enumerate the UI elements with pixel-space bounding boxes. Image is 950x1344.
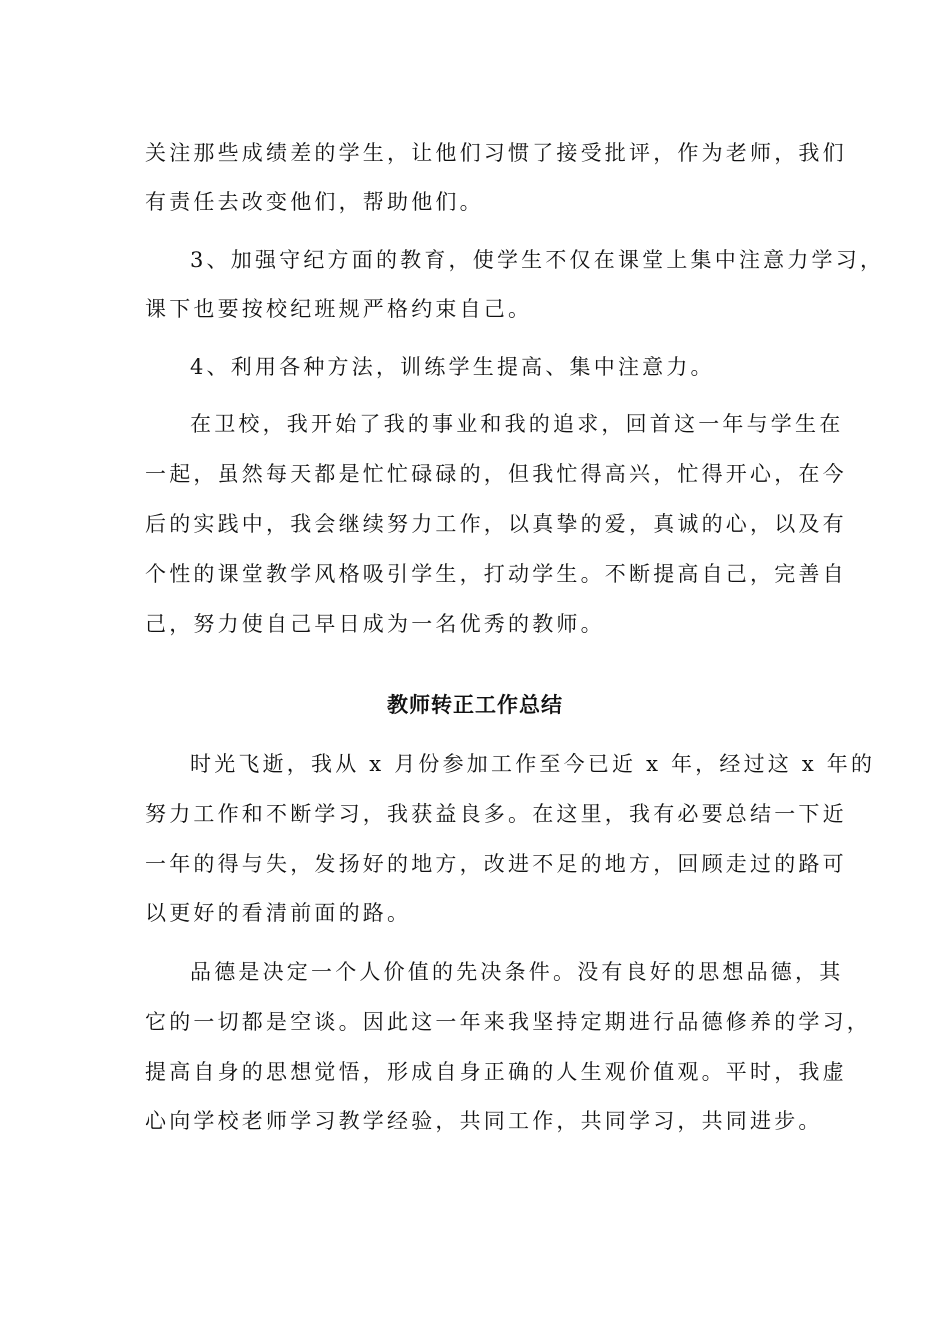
- paragraph-line: 4、利用各种方法，训练学生提高、集中注意力。: [190, 355, 715, 379]
- paragraph-line: 己，努力使自己早日成为一名优秀的教师。: [145, 612, 605, 636]
- paragraph-line: 课下也要按校纪班规严格约束自己。: [145, 297, 533, 321]
- paragraph-line: 以更好的看清前面的路。: [145, 901, 412, 925]
- paragraph-line: 个性的课堂教学风格吸引学生，打动学生。不断提高自己，完善自: [145, 562, 847, 586]
- paragraph-line: 心向学校老师学习教学经验，共同工作，共同学习，共同进步。: [145, 1109, 823, 1133]
- paragraph-line: 品德是决定一个人价值的先决条件。没有良好的思想品德，其: [190, 960, 844, 984]
- paragraph-line: 提高自身的思想觉悟，形成自身正确的人生观价值观。平时，我虚: [145, 1060, 847, 1084]
- paragraph-line: 它的一切都是空谈。因此这一年来我坚持定期进行品德修养的学习，: [145, 1010, 871, 1034]
- paragraph-line: 时光飞逝，我从 x 月份参加工作至今已近 x 年，经过这 x 年的: [190, 752, 876, 776]
- paragraph-line: 有责任去改变他们，帮助他们。: [145, 190, 484, 214]
- paragraph-line: 一年的得与失，发扬好的地方，改进不足的地方，回顾走过的路可: [145, 852, 847, 876]
- section-heading: 教师转正工作总结: [387, 692, 563, 717]
- paragraph-line: 3、加强守纪方面的教育，使学生不仅在课堂上集中注意力学习，: [190, 248, 885, 272]
- paragraph-line: 关注那些成绩差的学生，让他们习惯了接受批评，作为老师，我们: [145, 141, 847, 165]
- paragraph-line: 一起，虽然每天都是忙忙碌碌的，但我忙得高兴，忙得开心，在今: [145, 462, 847, 486]
- paragraph-line: 努力工作和不断学习，我获益良多。在这里，我有必要总结一下近: [145, 802, 847, 826]
- paragraph-line: 在卫校，我开始了我的事业和我的追求，回首这一年与学生在: [190, 412, 844, 436]
- paragraph-line: 后的实践中，我会继续努力工作，以真挚的爱，真诚的心，以及有: [145, 512, 847, 536]
